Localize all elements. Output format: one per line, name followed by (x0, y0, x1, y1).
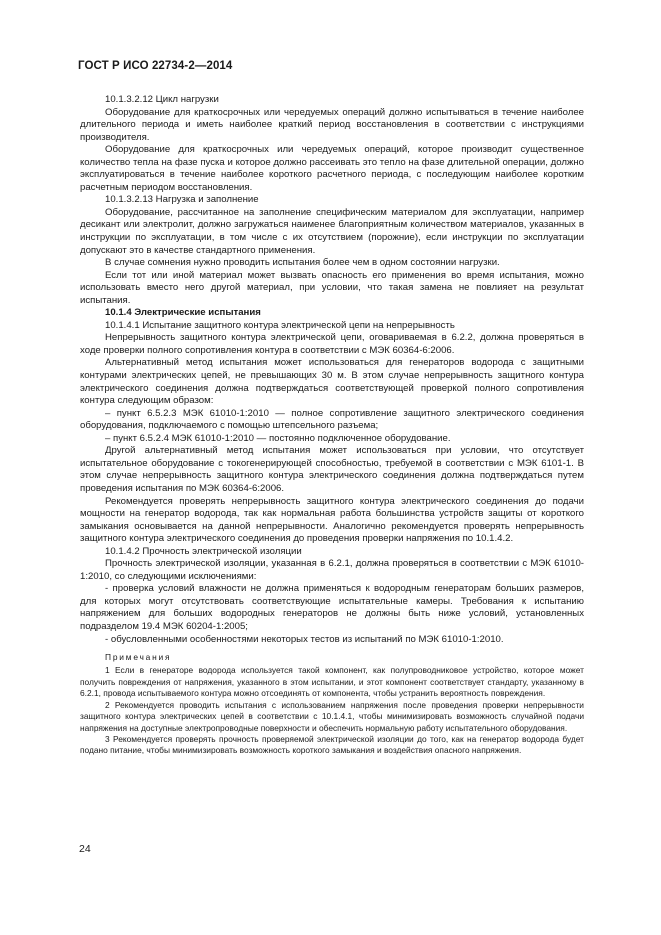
list-item: - проверка условий влажности не должна применяться к водородным генераторам больших размеров, для которых могут отсутствовать соответствующие испытательные камеры. Требования к испытанию напряжением для больших водородных генераторов не должны быть ниже условий, установленных подразделом 19.4 МЭК 60204-1:2005; (80, 583, 584, 632)
paragraph: Прочность электрической изоляции, указанная в 6.2.1, должна проверяться в соответствии с МЭК 61010-1:2010, со следующими исключениями: (80, 558, 584, 582)
paragraph: Альтернативный метод испытания может использоваться для генераторов водорода с защитными контурами электрических цепей, не превышающих 30 м. В этом случае непрерывность защитного контура электрического соединения должна подтверждаться соответствующей проверкой полного сопротивления контура следующим образом: (80, 357, 584, 407)
notes-title: Примечания (105, 652, 172, 663)
section-heading-10-1-4: 10.1.4 Электрические испытания (105, 307, 261, 319)
paragraph: Непрерывность защитного контура электрической цепи, оговариваемая в 6.2.2, должна проверяться в ходе проверки полного сопротивления контура в соответствии с МЭК 60364-6:2006. (80, 332, 584, 356)
document-body (80, 94, 584, 757)
note-item: 1 Если в генераторе водорода используется такой компонент, как полупроводниковое устройство, которое может получить повреждения от напряжения, указанного в этом испытании, и этот компонент соответствует стандарту, указанному в 6.2.1, провода испытываемого контура можно отсоединять от компонента, чтобы устранить вероятность повреждения. (80, 665, 584, 699)
paragraph: Оборудование для краткосрочных или чередуемых операций, которое производит существенное количество тепла на фазе пуска и которое должно рассеивать это тепло на фазе длительной операции, должно эксплуатироваться в течение наиболее короткого расчетного периода, с последующим наиболее коротким расчетным периодом восстановления. (80, 144, 584, 193)
note-item: 3 Рекомендуется проверять прочность проверяемой электрической изоляции до того, как на генератор водорода будет подано питание, чтобы минимизировать возможность короткого замыкания и воздействия опасного напряжения. (80, 733, 584, 756)
paragraph: Другой альтернативный метод испытания может использоваться при условии, что отсутствует испытательное оборудование с токогенерирующей способностью, требуемой в соответствии с МЭК 6101-1. В этом случае непрерывность защитного контура электрического соединения должна подтверждаться путем проведения испытания по МЭК 60364-6:2006. (80, 445, 584, 494)
list-item: - обусловленными особенностями некоторых тестов из испытаний по МЭК 61010-1:2010. (105, 633, 504, 645)
paragraph: Оборудование для краткосрочных или чередуемых операций должно испытываться в течение наиболее длительного периода и иметь наиболее краткий период восстановления в соответствии с инструкциями производителя. (80, 106, 584, 143)
notes-block (80, 652, 584, 757)
list-item: – пункт 6.5.2.3 МЭК 61010-1:2010 — полное сопротивление защитного электрического соединения оборудования, подключаемого с помощью штепсельного разъема; (80, 407, 584, 432)
section-heading-10-1-4-1: 10.1.4.1 Испытание защитного контура электрической цепи на непрерывность (105, 319, 455, 331)
document-header: ГОСТ Р ИСО 22734-2—2014 (78, 60, 233, 72)
section-heading-10-1-4-2: 10.1.4.2 Прочность электрической изоляции (105, 545, 302, 557)
list-item: – пункт 6.5.2.4 МЭК 61010-1:2010 — постоянно подключенное оборудование. (105, 432, 451, 444)
paragraph: В случае сомнения нужно проводить испытания более чем в одном состоянии нагрузки. (105, 257, 500, 269)
note-item: 2 Рекомендуется проводить испытания с использованием напряжения после проведения проверки непрерывности защитного контура электрических цепей в соответствии с 10.1.4.1, чтобы минимизировать возможность случайной подачи напряжения на доступные электропроводные поверхности и обеспечить нормальную работу испытательного оборудования. (80, 699, 584, 733)
paragraph: Рекомендуется проверять непрерывность защитного контура электрического соединения до подачи мощности на генератор водорода, так как нормальная работа большинства устройств защиты от короткого замыкания основывается на данной непрерывности. Аналогично рекомендуется проверять непрерывность защитного контура электрического соединения до проведения проверки напряжения по 10.1.4.2. (80, 495, 584, 545)
section-heading-10-1-3-2-13: 10.1.3.2.13 Нагрузка и заполнение (105, 194, 259, 206)
paragraph: Оборудование, рассчитанное на заполнение специфическим материалом для эксплуатации, например десикант или электролит, должно загружаться наименее благоприятным количеством материалов, указанных в инструкции по эксплуатации, в том числе с их отсутствием (порожние), если инструкции по эксплуатации допускают это в качестве стандартного применения. (80, 206, 584, 256)
paragraph: Если тот или иной материал может вызвать опасность его применения во время испытания, можно использовать вместо него другой материал, при условии, что такая замена не повлияет на результат испытания. (80, 269, 584, 306)
section-heading-10-1-3-2-12: 10.1.3.2.12 Цикл нагрузки (105, 94, 219, 105)
page-number: 24 (79, 843, 91, 855)
